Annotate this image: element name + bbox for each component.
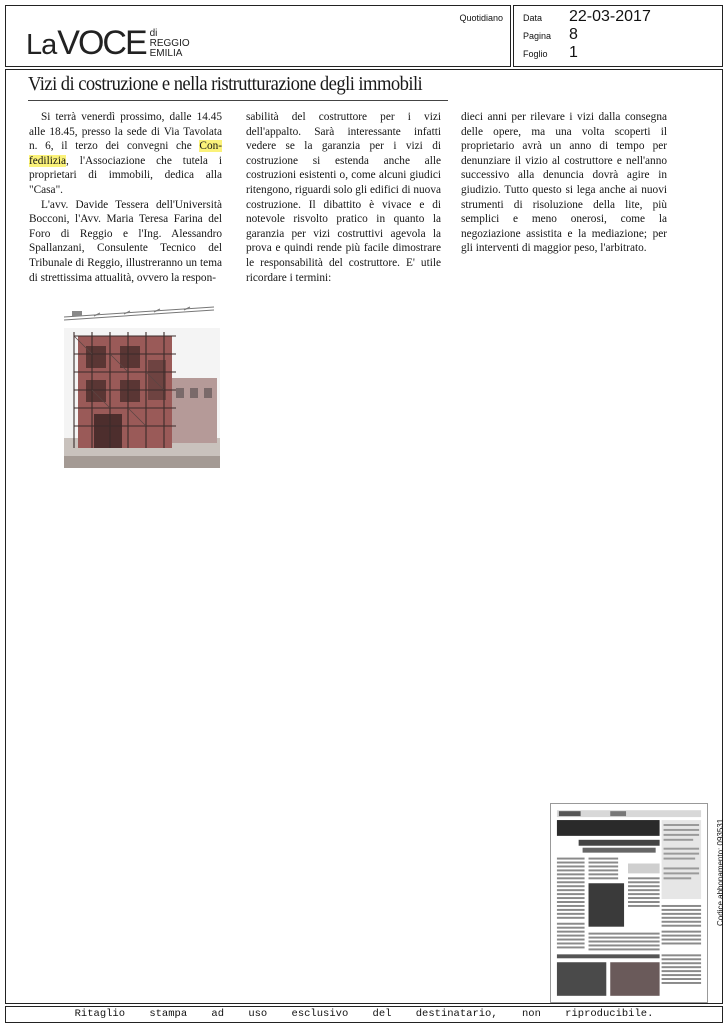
logo-subtitle — [150, 29, 190, 59]
meta-value-sheet: 1 — [569, 44, 578, 61]
meta-box — [513, 5, 723, 67]
footer-notice: Ritaglio stampa ad uso esclusivo del destinatario, non riproducibile. — [5, 1006, 723, 1023]
logo-la: La — [26, 29, 57, 61]
logo-emilia: EMILIA — [149, 48, 183, 59]
meta-label-sheet: Foglio — [523, 49, 548, 59]
page-thumbnail — [550, 803, 708, 1003]
meta-row-date — [523, 8, 651, 26]
article-column-1 — [29, 110, 222, 285]
meta-value-page: 8 — [569, 26, 578, 43]
construction-photo — [64, 298, 220, 468]
logo-voce: VOCE — [57, 24, 146, 62]
col1-p1-after: , l'Associazione che tutela i proprietari di immobili, dedica alla "Casa". — [29, 154, 222, 196]
logo-reggio: REGGIO — [149, 38, 190, 49]
col1-p1-before: Si terrà venerdì prossimo, dalle 14.45 alle 18.45, presso la sede di Via Tavolata n. 6, il terzo dei convegni che — [29, 111, 222, 153]
meta-label-date: Data — [523, 13, 543, 23]
headline-divider — [28, 100, 448, 101]
meta-value-date: 22-03-2017 — [569, 8, 651, 25]
publication-type: Quotidiano — [459, 13, 503, 23]
col2-paragraph-1: sabilità del costruttore per i vizi dell'appalto. Sarà interessante infatti vedere se la garanzia per i vizi di costruzione si estenda anche alle costruzioni esistenti o, come alcuni giudici ritengono, riguardi solo gli edifici di nuova costruzione. Il dibattito è vivace e di notevole risvolto pratico in quanto la garanzia per vizi costruttivi agevola la prova e quindi rende più facile dimostrare le responsabilità del costruttore. E' utile ricordare i termini: — [246, 111, 441, 284]
newspaper-logo — [26, 20, 190, 60]
highlighted-keyword: Con-fedilizia — [29, 140, 222, 167]
meta-row-page — [523, 26, 578, 44]
article-column-3 — [461, 110, 667, 256]
meta-label-page: Pagina — [523, 31, 552, 41]
logo-di: di — [149, 28, 158, 39]
masthead-box — [5, 5, 511, 67]
col1-paragraph-2: L'avv. Davide Tessera dell'Università Bocconi, l'Avv. Maria Teresa Farina del Foro di Reggio e l'Ing. Alessandro Spallanzani, Consulente Tecnico del Tribunale di Reggio, illustreranno un tema di strettissima attualità, ovvero la respon- — [29, 198, 222, 284]
article-column-2 — [246, 110, 441, 285]
col3-paragraph-1: dieci anni per rilevare i vizi dalla consegna delle opere, ma una volta scoperti il proprietario avrà un anno di tempo per denunziare il vizio al costruttore e nell'anno successivo alla denuncia dovrà agire in giudizio. Tutto questo si lega anche ai nuovi strumenti di risoluzione della lite, più semplici e meno onerosi, come la negoziazione assistita e la mediazione; per gli interventi di maggior peso, l'arbitrato. — [461, 111, 667, 255]
subscription-code: Codice abbonamento: 093531 — [716, 818, 725, 926]
article-headline: Vizi di costruzione e nella ristrutturazione degli immobili — [28, 73, 423, 95]
meta-row-sheet — [523, 44, 578, 62]
col1-paragraph-1 — [29, 110, 222, 198]
